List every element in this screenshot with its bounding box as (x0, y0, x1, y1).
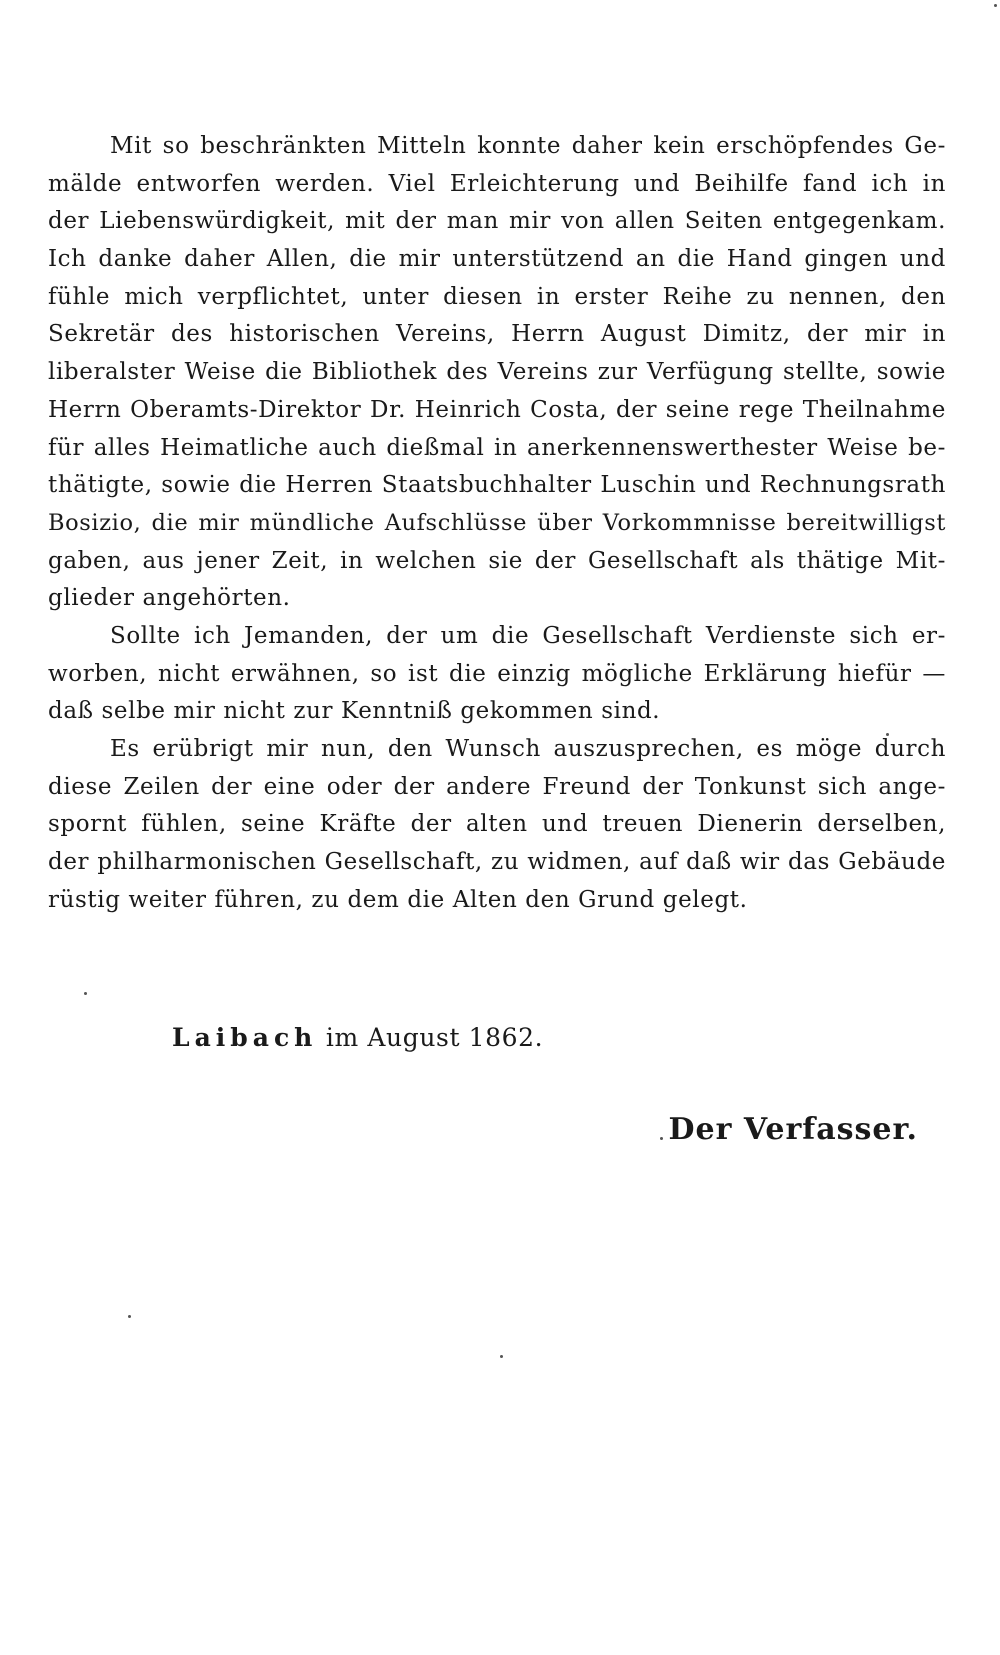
text-line: der Liebenswürdigkeit, mit der man mir von allen Seiten entgegenkam. (48, 208, 946, 235)
text-line: Ich danke daher Allen, die mir unterstützend an die Hand gingen und (48, 246, 946, 273)
text-line: Mit so beschränkten Mitteln konnte daher kein erschöpfendes Ge- (110, 133, 946, 159)
author-signature: Der Verfasser. (668, 1112, 918, 1147)
print-speck (84, 992, 87, 995)
paragraph-3 (48, 731, 946, 919)
date-text: im August 1862. (325, 1023, 544, 1052)
text-line: Sekretär des historischen Vereins, Herrn August Dimitz, der mir in (48, 321, 946, 348)
text-line: Bosizio, die mir mündliche Aufschlüsse über Vorkommnisse bereitwilligst (48, 509, 946, 536)
text-line: diese Zeilen der eine oder der andere Freund der Tonkunst sich ange- (48, 773, 946, 800)
place-and-date (172, 1018, 543, 1058)
print-speck (660, 1137, 663, 1140)
text-line: mälde entworfen werden. Viel Erleichterung und Beihilfe fand ich in (48, 170, 946, 197)
text-line: daß selbe mir nicht zur Kenntniß gekommen sind. (48, 698, 661, 725)
text-line: der philharmonischen Gesellschaft, zu widmen, auf daß wir das Gebäude (48, 849, 946, 876)
text-line: spornt fühlen, seine Kräfte der alten und treuen Dienerin derselben, (48, 811, 946, 838)
text-line: Sollte ich Jemanden, der um die Gesellschaft Verdienste sich er- (110, 622, 946, 649)
body-text (48, 128, 946, 919)
text-line: fühle mich verpflichtet, unter diesen in erster Reihe zu nennen, den (48, 283, 946, 310)
text-line: glieder angehörten. (48, 585, 291, 612)
place-name: Laibach (172, 1023, 318, 1052)
text-line: rüstig weiter führen, zu dem die Alten den Grund gelegt. (48, 886, 748, 913)
paragraph-2 (48, 618, 946, 731)
paragraph-1 (48, 128, 946, 618)
text-line: für alles Heimatliche auch dießmal in anerkennenswerthester Weise be- (48, 434, 946, 461)
text-line: liberalster Weise die Bibliothek des Vereins zur Verfügung stellte, sowie (48, 359, 946, 386)
print-speck (994, 4, 997, 7)
text-line: gaben, aus jener Zeit, in welchen sie der Gesellschaft als thätige Mit- (48, 547, 946, 574)
text-line: worben, nicht erwähnen, so ist die einzig mögliche Erklärung hiefür — (48, 660, 946, 687)
print-speck (128, 1315, 131, 1318)
text-line: Es erübrigt mir nun, den Wunsch auszusprechen, es möge durch (110, 736, 946, 762)
print-speck (500, 1355, 503, 1358)
text-line: thätigte, sowie die Herren Staatsbuchhalter Luschin und Rechnungsrath (48, 472, 946, 499)
print-speck (886, 733, 889, 736)
text-line: Herrn Oberamts-Direktor Dr. Heinrich Costa, der seine rege Theilnahme (48, 396, 946, 423)
